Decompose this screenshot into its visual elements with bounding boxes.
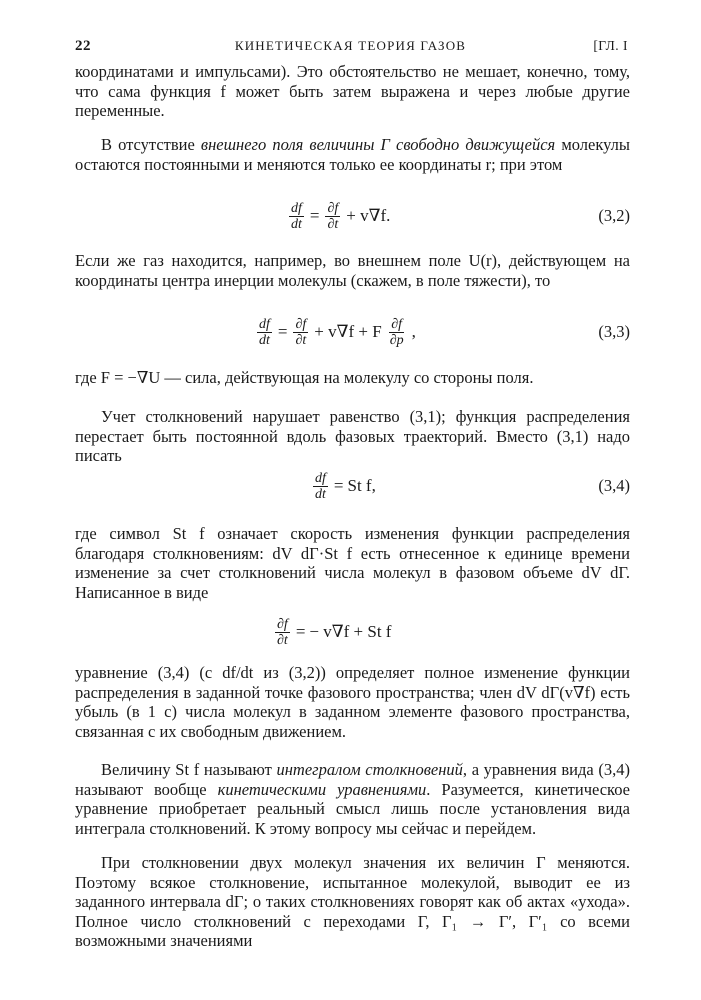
eq32-partial: $\frac{\partial f}{\partial t}$	[327, 200, 339, 232]
paragraph-6-text: где символ St f означает скорость изменения функции распределения благодаря столкновениям: dV dΓ·St f есть отнесенное к единице времени изменение за счет столкновений числа молекул в фазовом объеме dV dΓ. Написанное в виде	[75, 524, 630, 602]
paragraph-8-mid: , а уравнения вида (3,4) называют вообще	[75, 760, 630, 799]
paragraph-8-italic-2: кинетическими уравнениями	[217, 779, 427, 799]
equation-unnumbered: $\frac{\partial f}{\partial t}$ = − v∇f + St f	[277, 616, 392, 648]
paragraph-5	[75, 407, 630, 466]
eq-unnumbered-lhs: $\frac{\partial f}{\partial t}$	[277, 616, 288, 648]
eq33-lhs: $\frac{df}{dt}$	[259, 316, 270, 348]
paragraph-1-text: координатами и импульсами). Это обстоятельство не мешает, конечно, тому, что сама функция f может быть затем выражена и через любые другие переменные.	[75, 62, 630, 121]
equation-3-4: $\frac{df}{dt}$ = St f, (3,4)	[315, 470, 630, 502]
paragraph-4-text: где F = −∇U — сила, действующая на молекулу со стороны поля.	[75, 368, 534, 387]
paragraph-8	[75, 760, 630, 838]
equation-number: (3,4)	[598, 476, 630, 495]
running-title: КИНЕТИЧЕСКАЯ ТЕОРИЯ ГАЗОВ	[234, 38, 467, 53]
paragraph-2	[75, 135, 630, 174]
equation-3-2: $\frac{df}{dt}$ = $\frac{\partial f}{\partial t}$ + v∇f. (3,2)	[291, 200, 630, 232]
eq34-lhs: $\frac{df}{dt}$	[315, 470, 326, 502]
paragraph-8-start: Величину St f называют	[101, 760, 277, 779]
paragraph-7-text: уравнение (3,4) (с df/dt из (3,2)) определяет полное изменение функции распределения в заданной точке фазового пространства; член dV dΓ(v∇f) есть убыль (в 1 с) числа молекул в заданном элементе фазового пространства, связанная с их свободным движением.	[75, 663, 630, 741]
eq32-lhs: $\frac{df}{dt}$	[291, 200, 302, 232]
paragraph-9-text: При столкновении двух молекул значения их величин Γ меняются. Поэтому всякое столкновение, испытанное молекулой, выводит ее из заданного интервала dΓ; о таких столкновениях говорят как об актах «ухода». Полное число столкновений с переходами Γ, Γ₁ → Γ′, Γ′₁ со всеми возможными значениями	[75, 853, 630, 951]
equation-3-3: $\frac{df}{dt}$ = $\frac{\partial f}{\partial t}$ + v∇f + F $\frac{\partial f}{\partial p}$ , (3,3)	[259, 316, 630, 348]
eq33-partial-t: $\frac{\partial f}{\partial t}$	[295, 316, 307, 348]
paragraph-9	[75, 853, 630, 951]
paragraph-3-text: Если же газ находится, например, во внешнем поле U(r), действующем на координаты центра инерции молекулы (скажем, в поле тяжести), то	[75, 251, 630, 290]
paragraph-4	[75, 368, 630, 388]
paragraph-5-text: Учет столкновений нарушает равенство (3,1); функция распределения перестает быть постоянной вдоль фазовых траекторий. Вместо (3,1) надо писать	[75, 407, 630, 466]
paragraph-2-end: молекулы остаются постоянными и меняются только ее координаты r; при этом	[75, 135, 630, 174]
equation-number: (3,3)	[598, 322, 630, 341]
paragraph-3	[75, 251, 630, 290]
eq33-partial-p: $\frac{\partial f}{\partial p}$	[389, 316, 404, 348]
paragraph-1	[75, 62, 630, 121]
paragraph-8-italic-1: интегралом столкновений	[276, 760, 463, 779]
page-number: 22	[75, 38, 91, 54]
paragraph-2-italic: внешнего поля величины Γ свободно движущейся	[200, 135, 556, 154]
chapter-label: [ГЛ. I	[593, 38, 628, 53]
equation-number: (3,2)	[598, 206, 630, 225]
paragraph-7	[75, 663, 630, 741]
paragraph-8-end: . Разумеется, кинетическое уравнение приобретает реальный смысл лишь после установления вида интеграла столкновений. К этому вопросу мы сейчас и перейдем.	[75, 779, 631, 838]
paragraph-6	[75, 524, 630, 602]
paragraph-2-start: В отсутствие	[101, 135, 201, 154]
